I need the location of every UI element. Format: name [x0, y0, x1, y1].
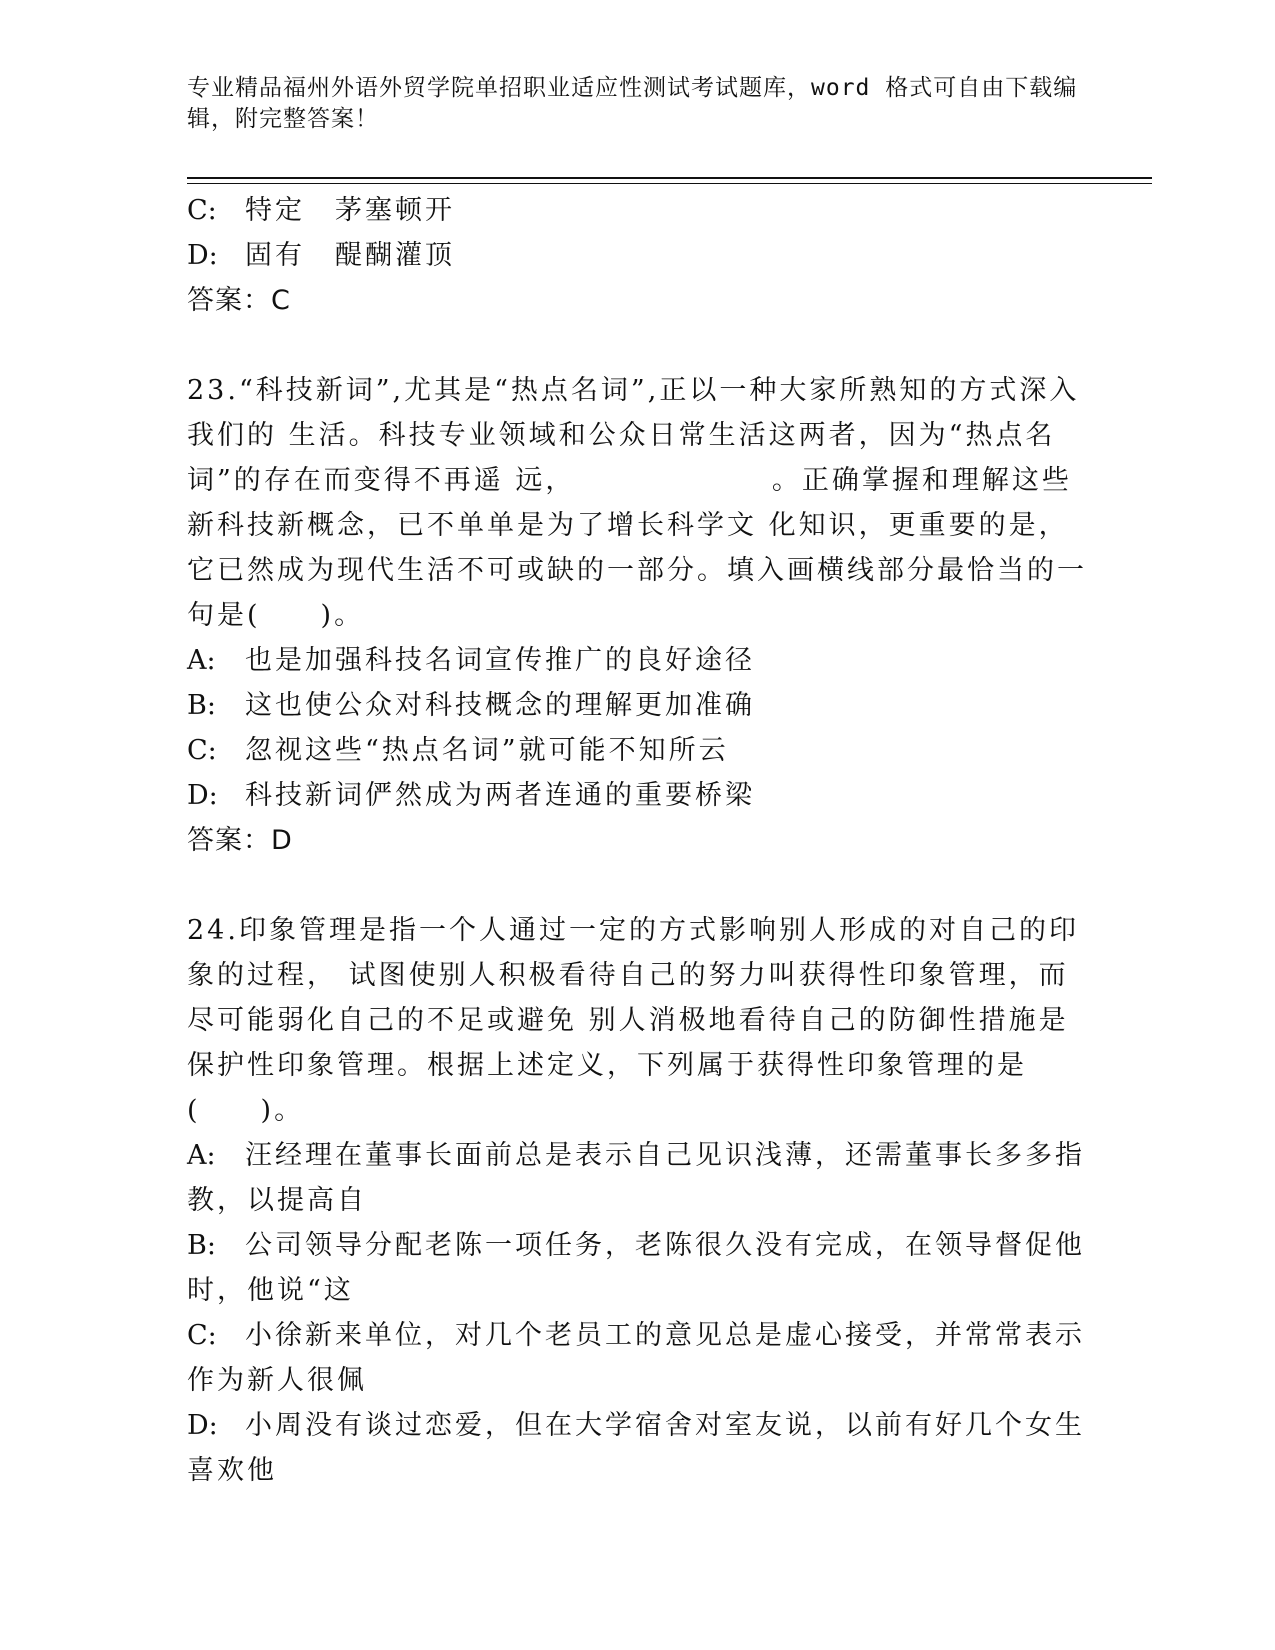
question-23 [187, 368, 1087, 863]
answer-22: 答案：C [187, 285, 291, 316]
option-text: 小徐新来单位，对几个老员工的意见总是虚心接受，并常常表示作为新人很佩 [187, 1320, 1085, 1396]
answer-23: 答案：D [187, 825, 293, 856]
page-header: 专业精品福州外语外贸学院单招职业适应性测试考试题库，word 格式可自由下载编辑，附完整答案！ [187, 75, 1078, 132]
option-letter: A: [187, 1140, 216, 1171]
question-24 [187, 908, 1087, 1493]
option-c [187, 188, 1087, 233]
question-stem: 24.印象管理是指一个人通过一定的方式影响别人形成的对自己的印象的过程， 试图使别人积极看待自己的努力叫获得性印象管理，而尽可能弱化自己的不足或避免 别人消极地看待自己的防御性措施是保护性印象管理。根据上述定义，下列属于获得性印象管理的是( )。 [187, 915, 1079, 1126]
option-c [187, 1313, 1087, 1403]
option-d [187, 773, 1087, 818]
option-text: 公司领导分配老陈一项任务，老陈很久没有完成，在领导督促他时，他说“这 [187, 1230, 1085, 1306]
option-letter: A: [187, 645, 216, 676]
option-text: 科技新词俨然成为两者连通的重要桥梁 [245, 780, 755, 811]
question-22-tail [187, 188, 1087, 323]
option-letter: D: [187, 240, 218, 271]
option-letter: D: [187, 780, 218, 811]
option-text: 这也使公众对科技概念的理解更加准确 [245, 690, 755, 721]
document-body [187, 188, 1087, 1493]
option-letter: C: [187, 195, 217, 226]
option-letter: B: [187, 690, 216, 721]
option-letter: B: [187, 1230, 216, 1261]
option-a [187, 638, 1087, 683]
option-text: 也是加强科技名词宣传推广的良好途径 [245, 645, 755, 676]
option-d [187, 233, 1087, 278]
option-letter: D: [187, 1410, 218, 1441]
option-text: 忽视这些“热点名词”就可能不知所云 [245, 735, 729, 766]
option-b [187, 1223, 1087, 1313]
option-letter: C: [187, 1320, 217, 1351]
header-rule-thin [187, 183, 1152, 184]
option-d [187, 1403, 1087, 1493]
option-text: 特定 茅塞顿开 [245, 195, 455, 226]
question-stem: 23.“科技新词”,尤其是“热点名词”,正以一种大家所熟知的方式深入我们的 生活。科技专业领域和公众日常生活这两者，因为“热点名词”的存在而变得不再遥 远， 。正确掌握和理解这些新科技新概念，已不单单是为了增长科学文 化知识，更重要的是，它已然成为现代生活不可或缺的一部分。填入画横线部分最恰当的一句是( )。 [187, 375, 1087, 631]
option-text: 小周没有谈过恋爱，但在大学宿舍对室友说，以前有好几个女生喜欢他 [187, 1410, 1085, 1486]
option-text: 固有 醍醐灌顶 [245, 240, 455, 271]
header-rule-thick [187, 177, 1152, 179]
option-b [187, 683, 1087, 728]
option-c [187, 728, 1087, 773]
option-letter: C: [187, 735, 217, 766]
option-text: 汪经理在董事长面前总是表示自己见识浅薄，还需董事长多多指教，以提高自 [187, 1140, 1085, 1216]
option-a [187, 1133, 1087, 1223]
